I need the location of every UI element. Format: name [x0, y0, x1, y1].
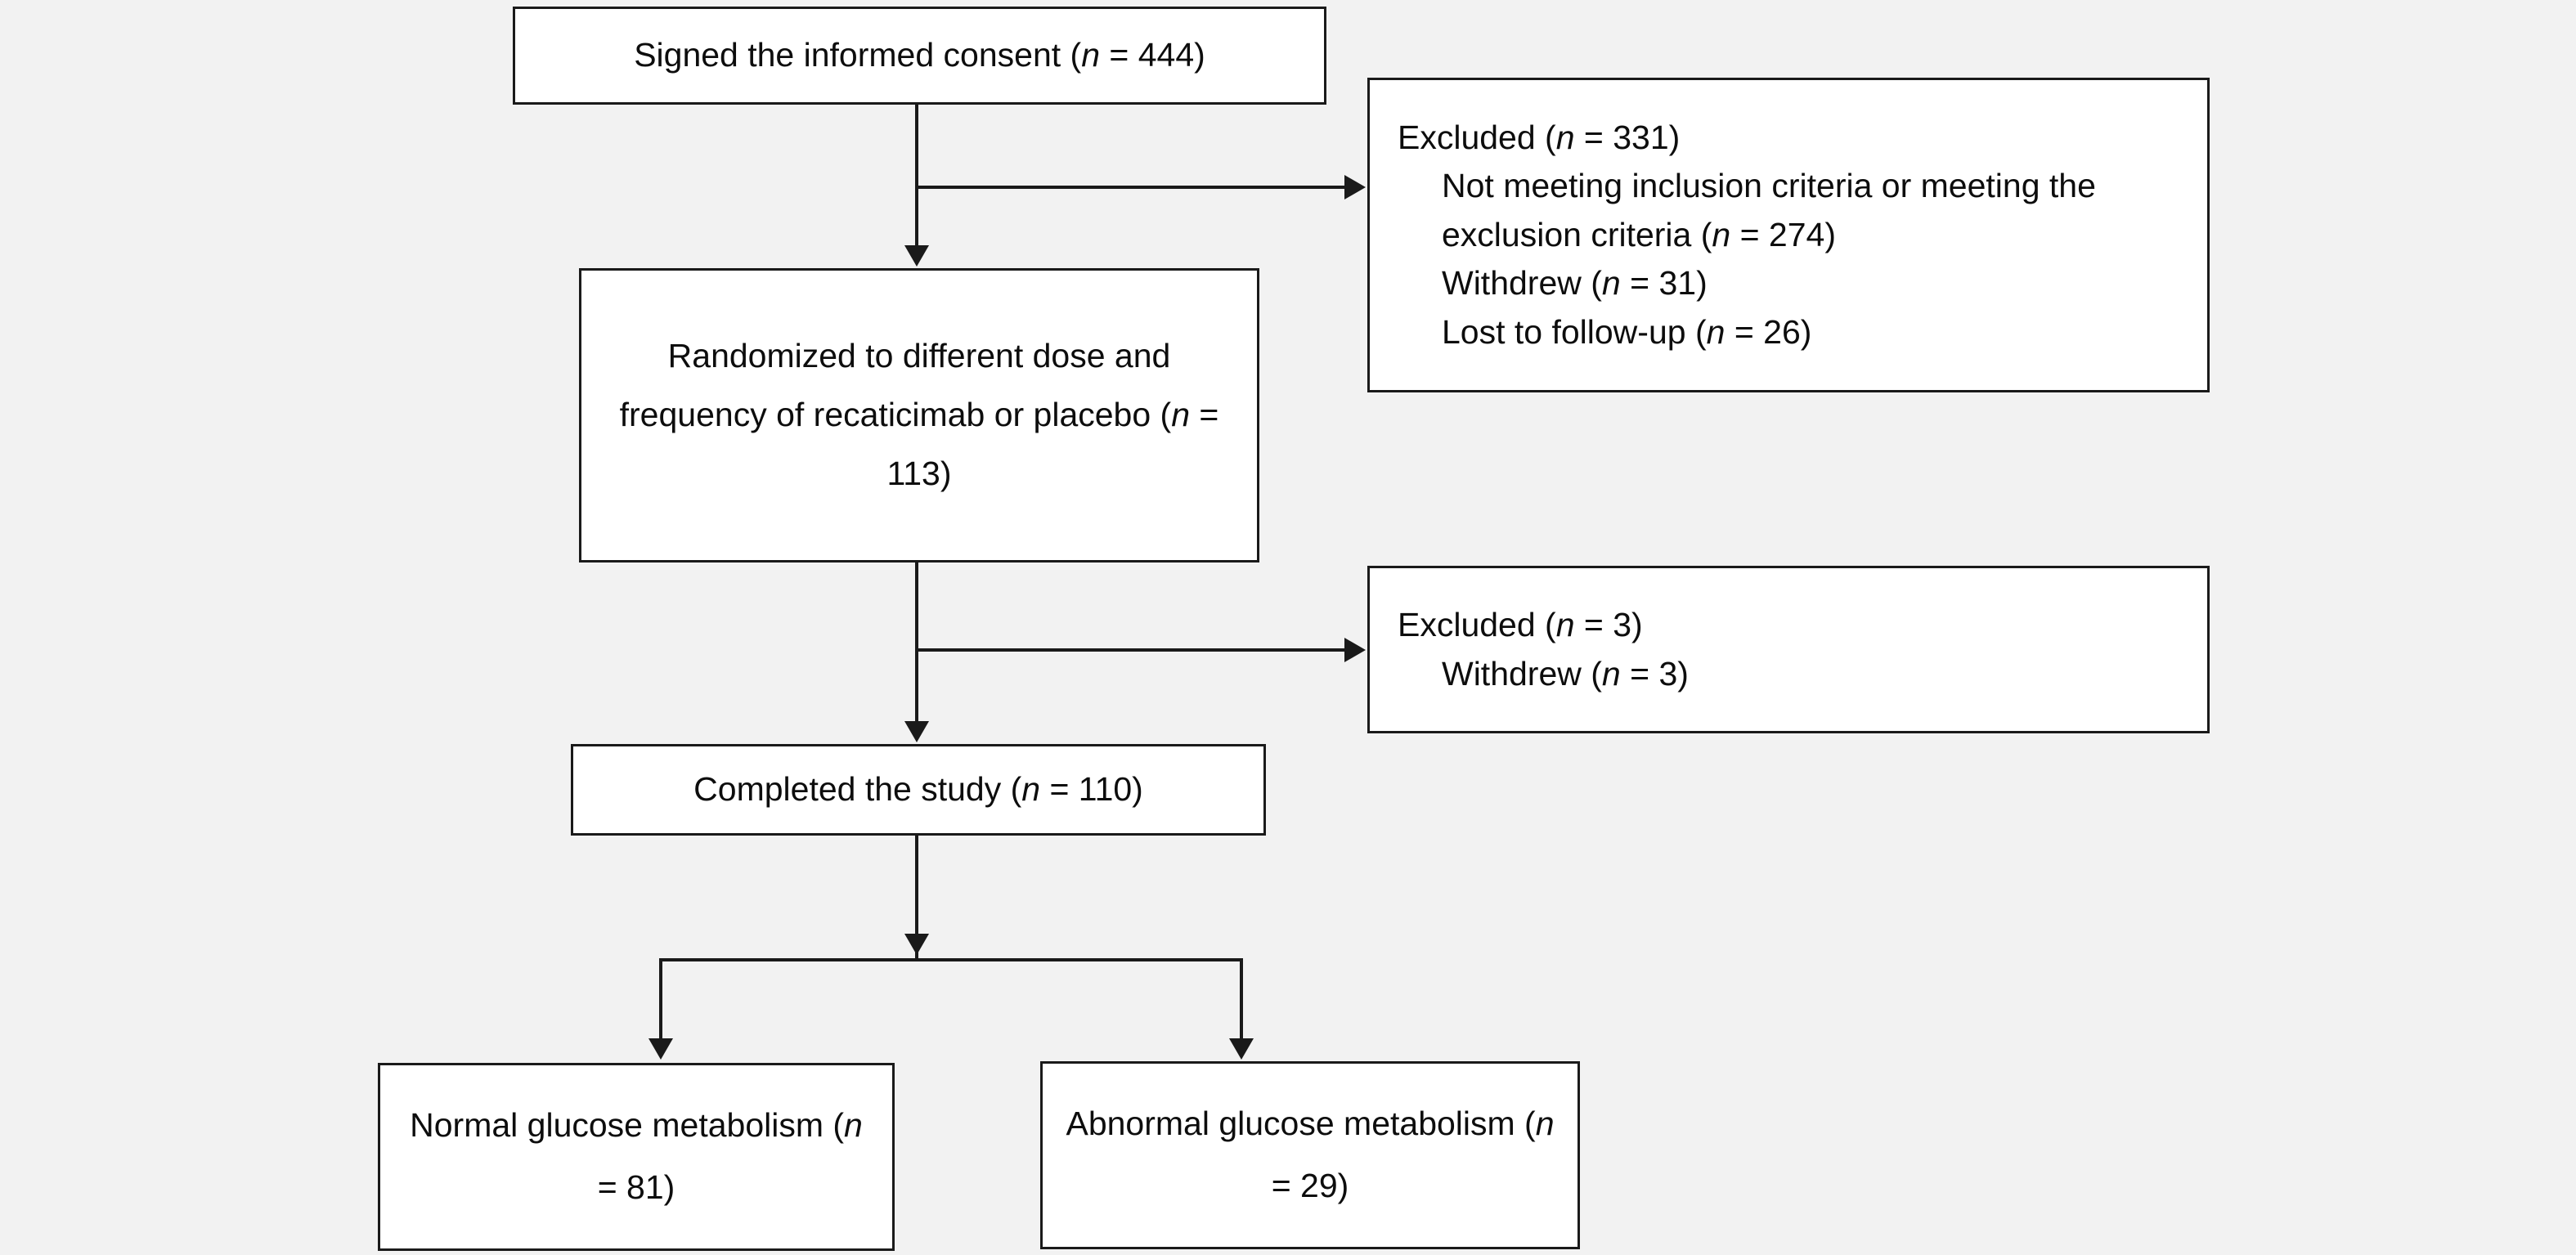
excluded-post-line-2-text: Withdrew (: [1442, 654, 1602, 692]
excluded-screening-line-4-n: n: [1706, 312, 1726, 351]
node-completed-italic-n: n: [1021, 770, 1041, 809]
node-signed-consent-value: = 444): [1100, 36, 1205, 74]
node-abnormal-value: = 29): [1271, 1167, 1349, 1204]
excluded-post-line-1: [1398, 601, 2179, 649]
arrowhead-completed-stem: [904, 934, 929, 955]
excluded-screening-line-2-n: n: [1712, 215, 1731, 253]
excluded-post-line-2: [1398, 650, 2179, 698]
excluded-screening-line-4-text: Lost to follow-up (: [1442, 312, 1707, 351]
connector-split-bar: [659, 958, 1243, 961]
excluded-post-line-2-value: = 3): [1620, 654, 1689, 692]
connector-to-abnormal: [1240, 958, 1243, 1040]
excluded-post-line-1-text: Excluded (: [1398, 606, 1556, 644]
connector-to-normal: [659, 958, 662, 1040]
node-signed-consent-italic-n: n: [1081, 36, 1100, 74]
excluded-screening-line-3-value: = 31): [1620, 264, 1708, 303]
excluded-screening-line-2: [1398, 162, 2179, 259]
excluded-post-line-1-value: = 3): [1574, 606, 1643, 644]
connector-consent-to-excluded: [915, 186, 1346, 189]
node-abnormal-glucose: [1040, 1061, 1580, 1249]
excluded-screening-line-1: [1398, 114, 2179, 162]
node-completed-study: [571, 744, 1266, 836]
node-signed-consent-text-a: Signed the informed consent (: [634, 36, 1082, 74]
node-randomized-text: Randomized to different dose and frequency of recaticimab or placebo (: [619, 337, 1172, 434]
excluded-post-line-2-n: n: [1601, 654, 1621, 692]
excluded-screening-line-1-n: n: [1555, 118, 1575, 156]
node-abnormal-italic-n: n: [1535, 1105, 1555, 1143]
node-normal-italic-n: n: [844, 1106, 863, 1145]
arrowhead-randomized-to-completed: [904, 721, 929, 742]
excluded-post-line-1-n: n: [1555, 606, 1575, 644]
excluded-screening-line-3-n: n: [1601, 264, 1621, 303]
node-completed-text: Completed the study (: [693, 770, 1022, 809]
node-normal-glucose: [378, 1063, 895, 1251]
excluded-screening-line-4: [1398, 308, 2179, 356]
arrowhead-to-abnormal: [1229, 1038, 1254, 1060]
excluded-screening-line-1-value: = 331): [1574, 118, 1681, 156]
arrowhead-to-normal: [648, 1038, 673, 1060]
node-randomized-value: = 113): [886, 396, 1219, 492]
connector-randomized-to-excluded: [915, 648, 1346, 652]
node-randomized-italic-n: n: [1171, 396, 1191, 434]
arrowhead-consent-to-excluded: [1344, 175, 1366, 199]
excluded-screening-line-4-value: = 26): [1725, 312, 1812, 351]
node-normal-value: = 81): [597, 1168, 675, 1206]
connector-consent-to-randomized: [915, 105, 918, 247]
excluded-screening-line-2-text: Not meeting inclusion criteria or meeting the exclusion criteria (: [1442, 167, 2096, 253]
node-excluded-post-randomization: [1367, 566, 2210, 733]
arrowhead-randomized-to-excluded: [1344, 638, 1366, 662]
node-abnormal-text: Abnormal glucose metabolism (: [1066, 1105, 1536, 1143]
node-completed-value: = 110): [1040, 770, 1143, 809]
excluded-screening-line-2-value: = 274): [1730, 215, 1836, 253]
node-randomized: [579, 268, 1259, 563]
node-signed-consent: [513, 7, 1326, 105]
arrowhead-consent-to-randomized: [904, 245, 929, 267]
node-excluded-screening: [1367, 78, 2210, 392]
node-normal-text: Normal glucose metabolism (: [410, 1106, 845, 1145]
excluded-screening-line-1-text: Excluded (: [1398, 118, 1556, 156]
excluded-screening-line-3-text: Withdrew (: [1442, 264, 1602, 303]
connector-randomized-to-completed: [915, 563, 918, 723]
excluded-screening-line-3: [1398, 259, 2179, 307]
